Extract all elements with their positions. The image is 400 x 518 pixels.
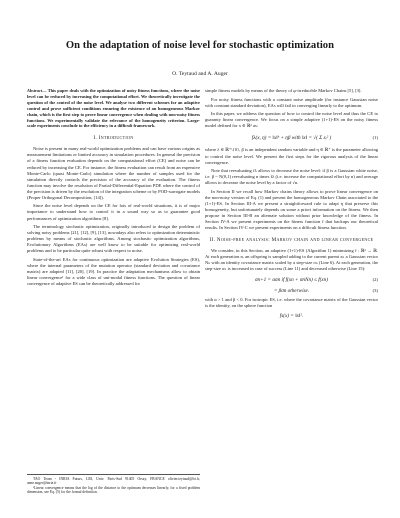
intro-paragraph-1: Noise is present in many real-world optimization problems and can have various origins as measurement limitations or limited accuracy in simulation procedures. In general the precision of a fitness function evaluation depends on the computational effort (CE) and noise can be reduced by increasing the CE. For instance, the fitness evaluation can result from an expensive Monte-Carlo (quasi Monte-Carlo) simulation where the number of samples used for the simulation directly controls the precision of the accuracy of the evaluation. The fitness function may involve the resolution of Partial-Differential-Equation PDE where the control of the precision is driven by the resolution of the integration scheme or by POD-surrogate models (Proper Orthogonal Decomposition, [14]). xyxy=(27,146,200,200)
intro-paragraph-4: State-of-the-art EAs for continuous optimization are adaptive Evolution Strategies (ES), where the internal parameters of the mutation operator (standard deviation and covariance matrix) are adapted [11], [20], [19]. In practice the adaptation mechanisms allow to obtain linear convergence¹ for a wide class of uni-modal fitness functions. The question of linear convergence of adaptive ES can be theoretically addressed for xyxy=(27,256,200,287)
equation-2-body: σn+1 = ασn if f(xn + σnNn) ≤ f(xn) xyxy=(254,276,329,283)
right-column xyxy=(205,88,378,323)
intro-paragraph-2: Since the noise level depends on the CE for lots of real-world situations, it is of major importance to understand how to control it in a sound way so as to guarantee good performances of optimization algorithms [8]. xyxy=(27,203,200,221)
intro-paragraph-3: The terminology stochastic optimization, originally introduced to design the problem of solving noisy problems [21], [12], [9], [13], nowadays also refers to optimization deterministic problems by means of stochastic algorithms. Among stochastic optimization algorithms, Evolutionary Algorithms (EAs) are well know to be suitable for optimizing real-world problems and to be particular quite robust with respect to noise. xyxy=(27,224,200,254)
paragraph-isotropic: with α > 1 and β < 0. For isotropic ES, i.e. where the covariance matrix of the Gaussian vector is the identity, on the sphere function xyxy=(205,297,378,309)
equation-3-number: (3) xyxy=(372,287,378,293)
equation-4-body: fs(x) = ‖x‖². xyxy=(279,313,304,320)
equation-2-number: (2) xyxy=(372,276,378,282)
left-column xyxy=(27,88,200,290)
abstract xyxy=(27,88,200,129)
paragraph-reevaluating: Note that reevaluating fλ allows to decrease the noise level: if β is a Gaussian white noise, i.e. β ~ N(0,1) reevaluating n times fλ (i.e. increase the computational effort by n) and average allows to decrease the noise level by a factor of √n. xyxy=(205,168,378,186)
paragraph-where: where λ ∈ ℝ⁺\{0}, β is an independent random variable and η ∈ ℝ⁺ is the parameter allowing to control the noise level. We present the first steps for the rigorous analysis of the linear convergence. xyxy=(205,147,378,165)
paragraph-markov-chains: simple fitness models by means of the theory of φ-irreducible Markov Chains [5], [3]. xyxy=(205,88,362,93)
equation-4 xyxy=(205,312,378,321)
equation-3 xyxy=(205,286,378,295)
footnotes xyxy=(27,474,200,495)
abstract-body: — This paper deals with the optimization of noisy fitness functions, where the noise level can be reduced by increasing the computational effort. We theoretically investigate the question of the control of the noise level. We analyse two different schemes for an adaptive control and prove sufficient conditions ensuring the existence of an homogeneous Markov chain, which is the first step to prove linear convergence when dealing with non-noisy fitness functions. We experimentally validate the relevance of the homogeneity criterion. Large-scale experiments conclude to the efficiency in a difficult framework. xyxy=(27,88,200,129)
section-heading-introduction: I. Introduction xyxy=(93,135,134,142)
paragraph-algorithm: We consider, in this Section, an adaptive (1+1)-ES (Algorithm 1) minimizing f : ℝᵈ → ℝ. At each generation n, an offspring is sampled adding to the current parent xₙ a Gaussian vector Nₙ with an identity covariance matrix scaled by a step-size σₙ (Line 6). At each generation, the step-size σₙ is increased in case of success (Line 11) and decreased otherwise (Line 15): xyxy=(205,248,378,272)
paragraph-question: In this paper, we address the question of how to control the noise level and thus the CE to guaranty linear convergence. We focus on a simple adaptive (1+1)-ES on the noisy fitness model defined for x ∈ ℝᵈ as: xyxy=(205,111,378,129)
footnote-affiliation: TAO Team - INRIA Futurs, LRI, Univ. Paris-Sud 91405 Orsay, FRANCE olivier.teytaud@lri.fr, anne.auger@inria.fr xyxy=(27,476,200,486)
paragraph-constant-noise: For noisy fitness functions with a constant noise amplitude (for instance Gaussian noise with constant standard deviation), EAs will fail in converging linearly to the optimum. xyxy=(205,96,378,108)
paragraph-outline: In Section II we recall how Markov chains theory allows to prove linear convergence on the non-noisy version of Eq. (1) and present the homogeneous Markov Chain associated to the (1+1)-ES. In Section III-A we present a straightforward rule to adapt η that preserve this homogeneity, but unfortunately depends on some a priori information on the fitness. We then propose in Section III-B an alternate solution without prior knowledge of the fitness. In Section IV-A we present experiments on the fitness function f that backups our theoretical results. In Section IV-C we present experiments on a difficult fitness function. xyxy=(205,188,378,231)
equation-2 xyxy=(205,275,378,284)
equation-1-body: fλ(x, η) = ‖x‖ᵏ + ηβ with ‖x‖ = √( Σ xᵢ² ) xyxy=(251,135,332,142)
equation-3-body: = βσn otherwise. xyxy=(273,287,310,294)
footnote-linear-convergence: ¹Linear convergence means that the log of the distance to the optimum decreases linearly, for a fixed problem dimension, see Eq. (5) for the formal definition. xyxy=(27,485,200,495)
equation-1 xyxy=(205,132,378,144)
abstract-lead: Abstract xyxy=(27,88,43,93)
equation-1-number: (1) xyxy=(372,135,378,141)
paper-title: On the adaptation of noise level for stochastic optimization xyxy=(65,40,335,51)
paper-authors: O. Teytaud and A. Auger xyxy=(172,71,228,77)
section-heading-noise-free: II. Noise-free analysis: Markov chain and linear convergence xyxy=(209,237,374,244)
